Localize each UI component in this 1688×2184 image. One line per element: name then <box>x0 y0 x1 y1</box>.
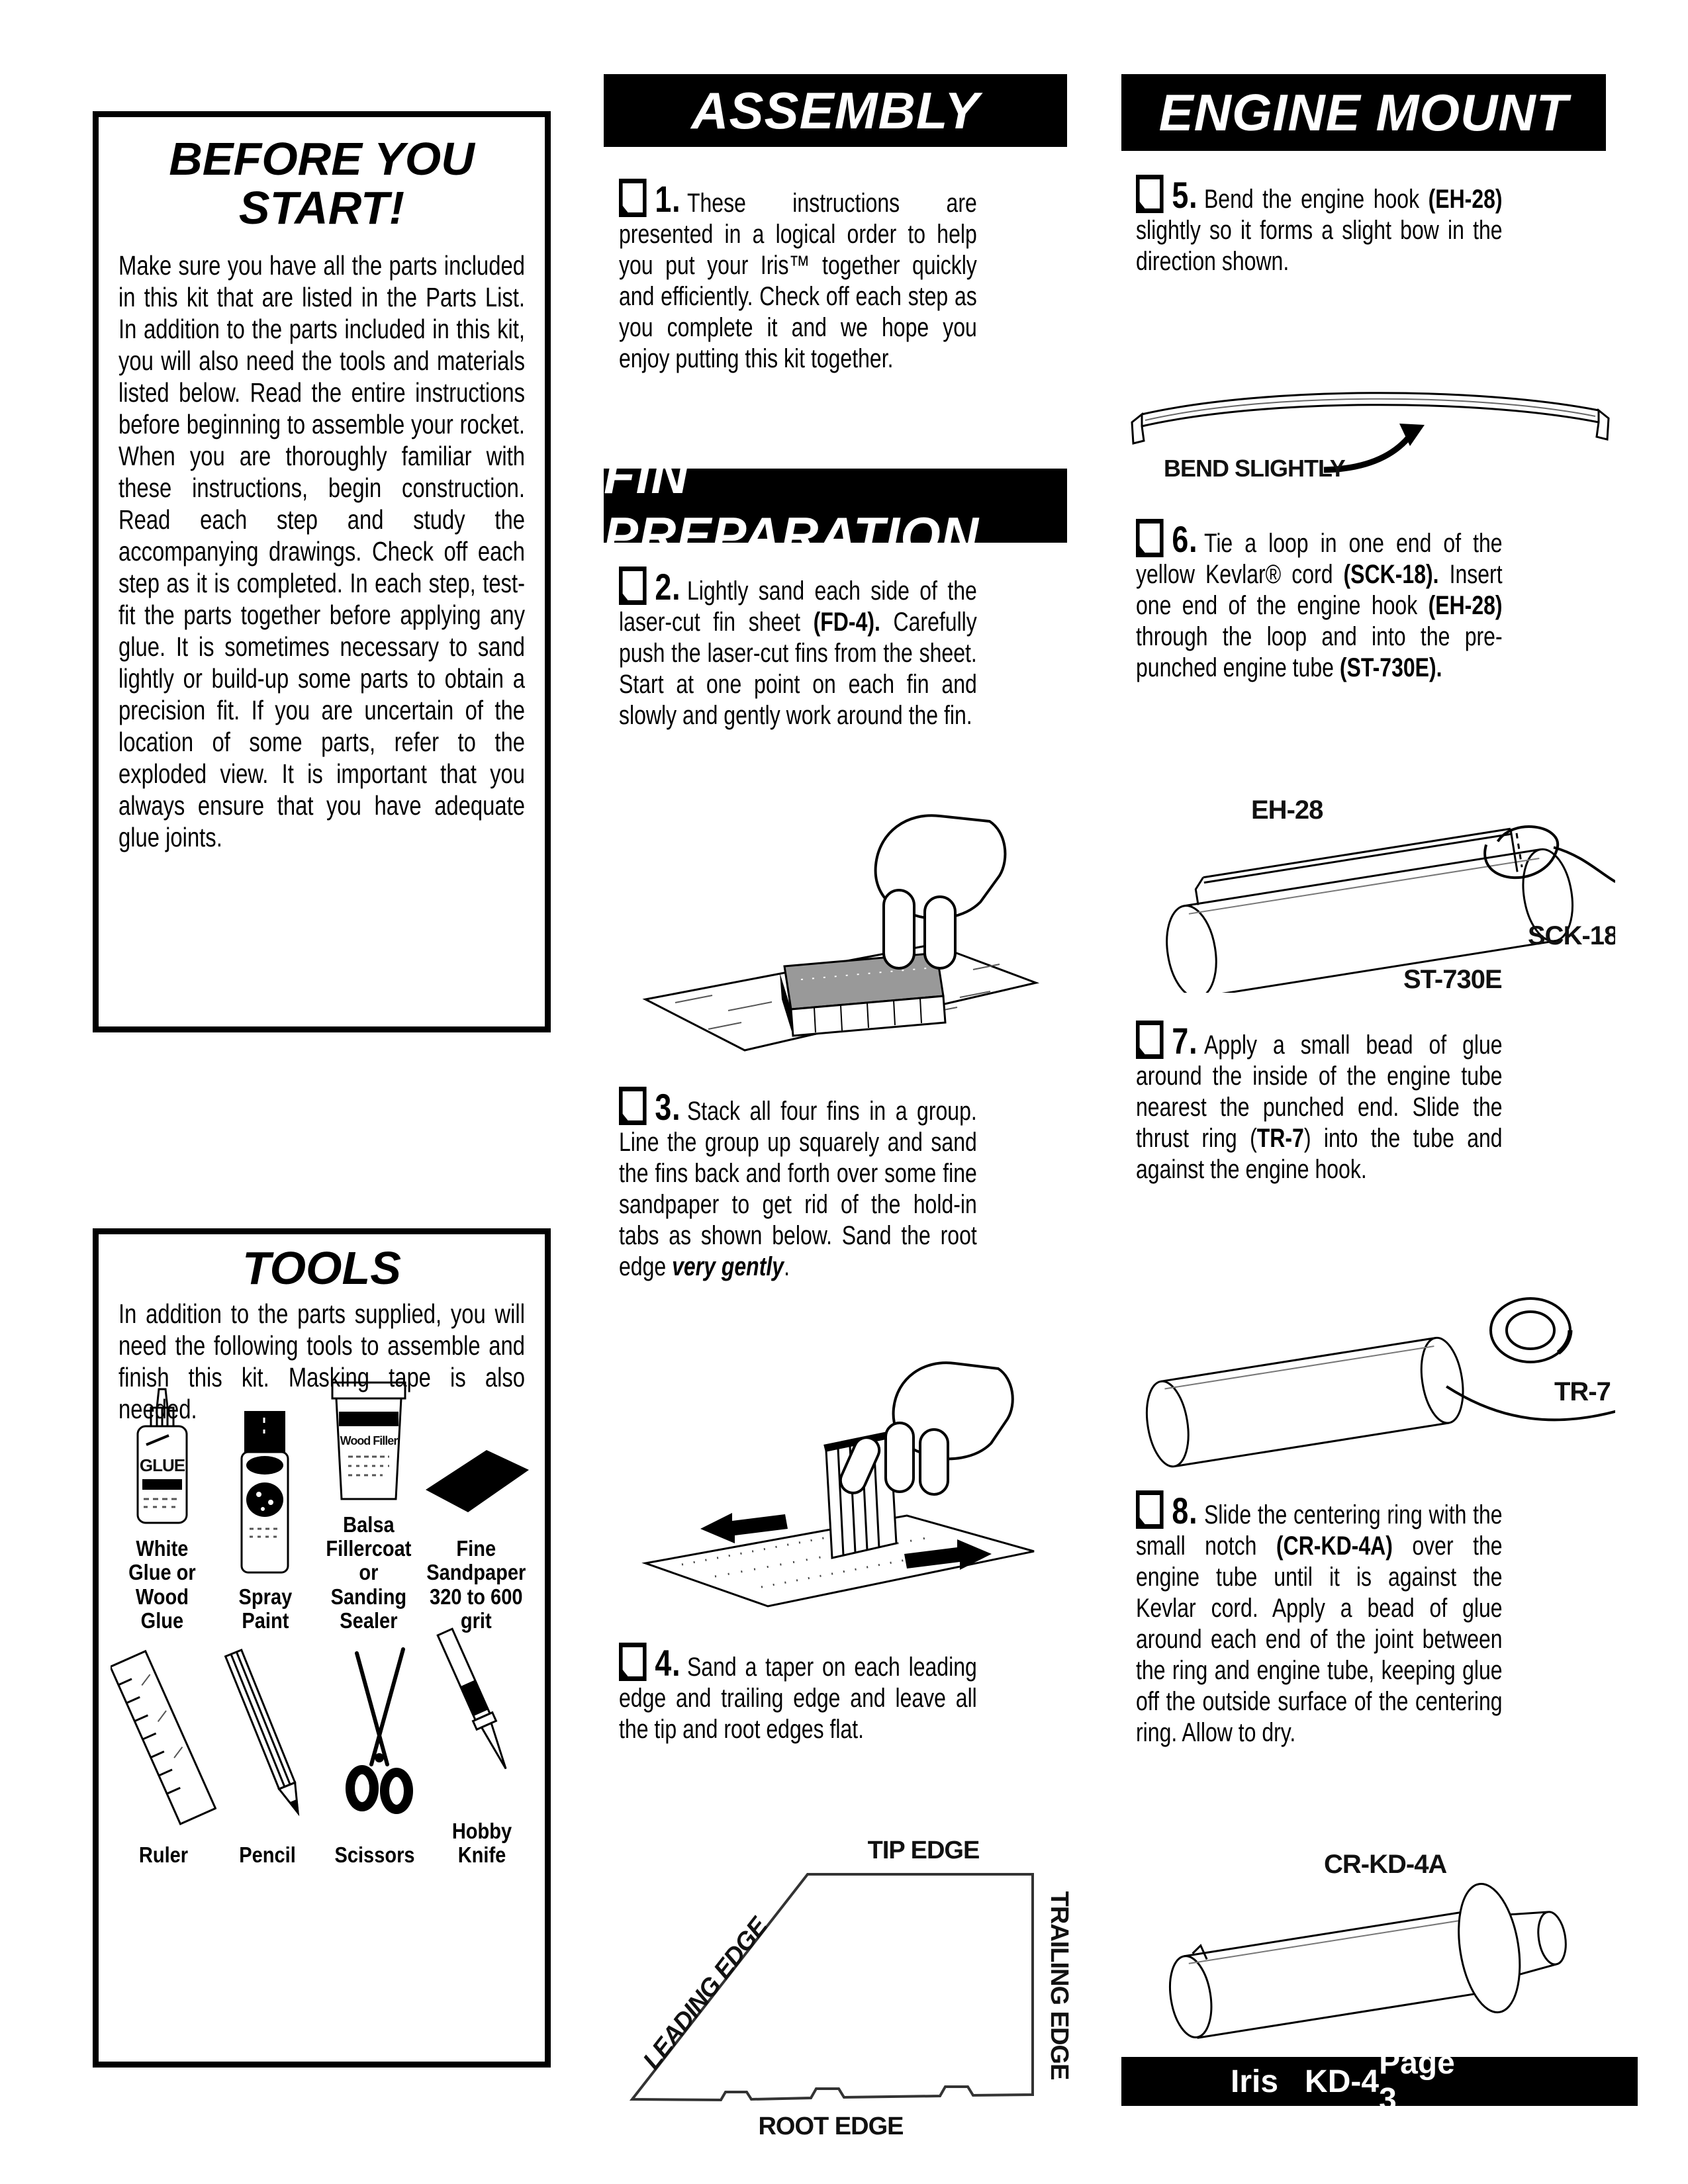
tool-label-hobby-knife: Hobby Knife <box>451 1818 512 1867</box>
centering-ring-figure <box>1125 1841 1615 2051</box>
fin-sheet-sanding-figure <box>629 804 1053 1059</box>
st-730e-label: ST-730E <box>1403 965 1502 993</box>
step-3 <box>619 1087 977 1283</box>
fin-preparation-header: FIN PREPARATION <box>604 469 1067 543</box>
tools-body: In addition to the parts supplied, you will need the following tools to assemble and finish this kit. Masking tape is also needed. <box>118 1298 525 1425</box>
engine-hook-bowed <box>1132 393 1609 443</box>
fin-stack-sanding-figure <box>629 1351 1053 1613</box>
step-2-checkbox <box>619 567 647 605</box>
bend-hook-illustration <box>1125 363 1615 488</box>
step-2 <box>619 567 977 731</box>
step-7 <box>1136 1021 1503 1185</box>
hand <box>876 815 1006 968</box>
tool-label-sandpaper: Fine Sandpaper 320 to 600 grit <box>426 1536 526 1633</box>
before-you-start-body-wrap <box>118 250 525 853</box>
tool-item-scissors <box>318 1641 431 1867</box>
page-footer <box>1121 2046 1638 2117</box>
step-4-number: 4. <box>655 1642 681 1684</box>
tool-item-hobby-knife <box>431 1617 533 1868</box>
tools-box <box>93 1228 551 2068</box>
fin-edge-diagram <box>612 1833 1076 2144</box>
step-3-checkbox <box>619 1087 647 1125</box>
step-7-checkbox <box>1136 1021 1164 1059</box>
hobby-knife-icon <box>432 1617 532 1809</box>
thrust-ring-figure <box>1125 1269 1615 1471</box>
step-7-text: Apply a small bead of glue around the inside of the engine tube nearest the punched end. Slide the thrust ring (TR-7) into the tube and against the engine hook. <box>1136 1030 1503 1184</box>
bend-slightly-label: BEND SLIGHTLY <box>1164 455 1345 482</box>
spray-paint-icon <box>224 1410 306 1575</box>
tool-item-ruler <box>111 1641 216 1867</box>
tool-item-pencil <box>216 1641 318 1867</box>
step-8-checkbox <box>1136 1490 1164 1529</box>
hook-assembly-figure <box>1125 778 1615 996</box>
sandpaper-icon <box>420 1441 533 1527</box>
tool-label-ruler: Ruler <box>138 1842 189 1867</box>
before-you-start-body: Make sure you have all the parts included in this kit that are listed in the Parts List. In addition to the parts included in this kit, you will also need the tools and materials listed below. Read the entire instructions before beginning to assemble your rocket. When you are thoroughly familiar with these instructions, begin construction. Read each step and study the accompanying drawings. Check off each step as it is completed. In each step, test-fit the parts together before applying any glue. It is sometimes necessary to sand lightly or build-up some parts to obtain a precision fit. If you are uncertain of the location of some parts, refer to the exploded view. It is important that you always ensure that you have adequate glue joints. <box>118 250 525 853</box>
tool-label-white-glue: White Glue or Wood Glue <box>128 1536 196 1633</box>
ruler-icon <box>111 1641 216 1833</box>
thrust-ring-illustration <box>1125 1269 1615 1468</box>
step-2-text: Lightly sand each side of the laser-cut fin sheet (FD-4). Carefully push the laser-cut fins from the sheet. Start at one point on each fin and slowly and gently work around the fin. <box>619 576 977 730</box>
before-you-start-box <box>93 111 551 1032</box>
step-4-checkbox <box>619 1643 647 1681</box>
engine-hook <box>1194 828 1523 922</box>
leading-edge-label: LEADING EDGE <box>637 1913 773 2075</box>
footer-kit-name: Iris KD-4 <box>1231 2064 1380 2099</box>
step-5-text: Bend the engine hook (EH-28) slightly so it forms a slight bow in the direction shown. <box>1136 185 1503 276</box>
centering-ring-illustration <box>1125 1841 1615 2048</box>
fillercoat-label: Wood Filler <box>340 1433 397 1447</box>
assembly-header: ASSEMBLY <box>604 74 1067 147</box>
fin-diagram-figure <box>612 1833 1076 2148</box>
fin-sheet-sanding-illustration <box>629 804 1053 1056</box>
step-1 <box>619 179 977 375</box>
hand <box>837 1363 1013 1497</box>
tool-label-spray-paint: Spray Paint <box>238 1584 293 1633</box>
tools-row-1 <box>111 1433 533 1633</box>
sck-18-label: SCK-18 <box>1528 921 1615 950</box>
step-1-text: These instructions are presented in a logical order to help you put your Iris™ together quickly and efficiently. Check off each step as you complete it and we hope you enjoy putting this kit together. <box>619 189 977 373</box>
step-6-text: Tie a loop in one end of the yellow Kevlar® cord (SCK-18). Insert one end of the engine hook (EH-28) through the loop and into the pre-punched engine tube (ST-730E). <box>1136 529 1503 682</box>
fin-stack-sanding-illustration <box>629 1351 1053 1610</box>
sanding-block <box>780 953 945 1036</box>
hook-assembly-illustration <box>1125 778 1615 993</box>
tool-item-sandpaper <box>420 1441 533 1633</box>
engine-tube <box>1163 1902 1491 2041</box>
step-6-checkbox <box>1136 519 1164 557</box>
engine-mount-header: ENGINE MOUNT <box>1121 74 1606 151</box>
cr-kd-4a-label: CR-KD-4A <box>1324 1850 1447 1879</box>
step-5 <box>1136 175 1503 277</box>
step-3-number: 3. <box>655 1086 681 1128</box>
tool-item-spray-paint <box>214 1410 317 1633</box>
tool-label-scissors: Scissors <box>334 1842 415 1867</box>
tool-label-pencil: Pencil <box>239 1842 296 1867</box>
step-2-number: 2. <box>655 566 681 608</box>
step-6 <box>1136 519 1503 684</box>
tip-edge-label: TIP EDGE <box>867 1837 980 1864</box>
step-8 <box>1136 1490 1503 1749</box>
step-4 <box>619 1643 977 1745</box>
step-1-number: 1. <box>655 178 681 220</box>
footer-page-number: Page 3 <box>1379 2046 1455 2117</box>
trailing-edge-label: TRAILING EDGE <box>1045 1891 1073 2080</box>
step-3-text: Stack all four fins in a group. Line the group up squarely and sand the fins back and forth over some fine sandpaper to get rid of the hold-in tabs as shown below. Sand the root edge very gently. <box>619 1097 977 1281</box>
thrust-ring <box>1491 1298 1570 1362</box>
tr-7-label: TR-7 <box>1554 1377 1611 1406</box>
root-edge-label: ROOT EDGE <box>758 2113 904 2140</box>
step-1-checkbox <box>619 179 647 217</box>
step-8-number: 8. <box>1172 1490 1198 1531</box>
step-6-number: 6. <box>1172 518 1198 560</box>
bend-hook-figure <box>1125 363 1615 492</box>
before-you-start-title: BEFORE YOU START! <box>169 133 475 234</box>
tools-title: TOOLS <box>242 1242 401 1294</box>
scissors-icon <box>318 1641 431 1833</box>
pencil-icon <box>218 1641 317 1833</box>
eh-28-label: EH-28 <box>1251 796 1323 825</box>
tool-label-fillercoat: Balsa Fillercoat or Sanding Sealer <box>325 1512 412 1633</box>
tools-row-2 <box>111 1655 533 1867</box>
engine-tube <box>1141 1335 1468 1468</box>
glue-bottle-label: GLUE <box>139 1455 185 1475</box>
step-5-checkbox <box>1136 175 1164 213</box>
step-5-number: 5. <box>1172 174 1198 216</box>
step-7-number: 7. <box>1172 1020 1198 1062</box>
step-4-text: Sand a taper on each leading edge and trailing edge and leave all the tip and root edges flat. <box>619 1653 977 1744</box>
step-8-text: Slide the centering ring with the small notch (CR-KD-4A) over the engine tube until it is against the Kevlar cord. Apply a bead of glue around each end of the joint between the ring and engine tube, keeping glue off the outside surface of the centering ring. Allow to dry. <box>1136 1500 1503 1747</box>
